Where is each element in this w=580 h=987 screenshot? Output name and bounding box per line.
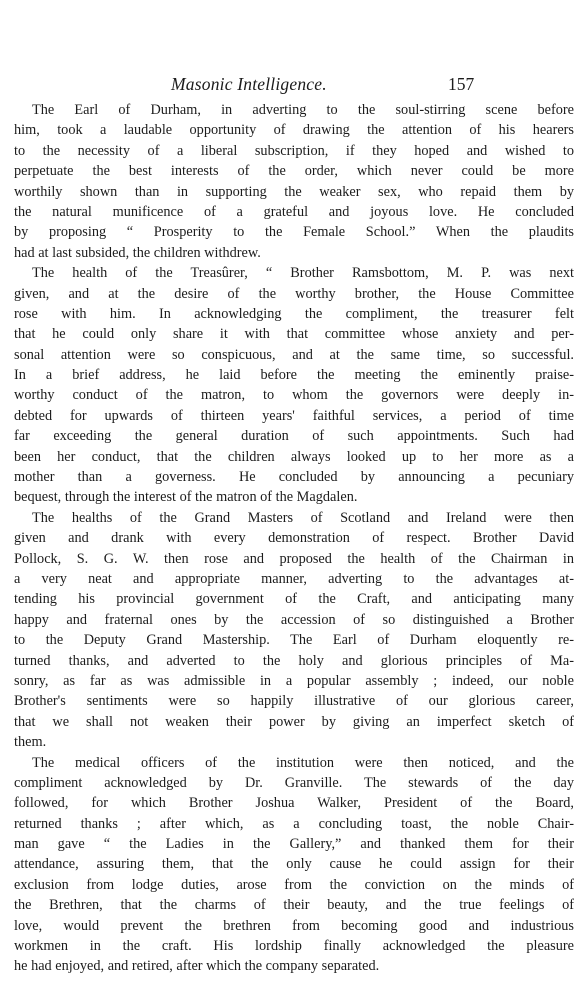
text-line: them. bbox=[14, 734, 47, 751]
body-text bbox=[14, 100, 574, 977]
text-line: compliment acknowledged by Dr. Granville. The stewards of the day bbox=[14, 774, 574, 791]
text-line: attendance, assuring them, that the only cause he could assign for their bbox=[14, 856, 574, 873]
text-line: man gave “ the Ladies in the Gallery,” and thanked them for their bbox=[14, 836, 574, 853]
text-line: had at last subsided, the children withdrew. bbox=[14, 244, 261, 261]
text-line: The Earl of Durham, in adverting to the soul-stirring scene before bbox=[32, 102, 574, 118]
text-line: sonry, as far as was admissible in a popular assembly ; indeed, our noble bbox=[14, 672, 574, 689]
text-line: In a brief address, he laid before the meeting the eminently praise- bbox=[14, 367, 574, 384]
text-line: given, and at the desire of the worthy brother, the House Committee bbox=[14, 285, 574, 302]
text-line: to the necessity of a liberal subscription, if they hoped and wished to bbox=[14, 142, 574, 159]
text-line: tending his provincial government of the Craft, and anticipating many bbox=[14, 591, 574, 608]
text-line: The medical officers of the institution were then noticed, and the bbox=[32, 754, 574, 771]
page-header bbox=[0, 74, 580, 98]
text-line: The healths of the Grand Masters of Scotland and Ireland were then bbox=[32, 509, 574, 526]
text-line: by proposing “ Prosperity to the Female School.” When the plaudits bbox=[14, 224, 574, 241]
text-line: Pollock, S. G. W. then rose and proposed the health of the Chairman in bbox=[14, 550, 574, 567]
text-line: to the Deputy Grand Mastership. The Earl of Durham eloquently re- bbox=[14, 632, 574, 649]
text-line: workmen in the craft. His lordship finally acknowledged the pleasure bbox=[14, 938, 574, 955]
text-line: followed, for which Brother Joshua Walker, President of the Board, bbox=[14, 795, 574, 812]
text-line: debted for upwards of thirteen years' faithful services, a period of time bbox=[14, 407, 574, 424]
text-line: bequest, through the interest of the matron of the Magdalen. bbox=[14, 489, 358, 506]
text-line: the Brethren, that the charms of their beauty, and the true feelings of bbox=[14, 897, 574, 914]
page-number: 157 bbox=[448, 74, 475, 94]
text-line: Brother's sentiments were so happily illustrative of our glorious career, bbox=[14, 693, 574, 710]
text-line: worthily shown than in supporting the weaker sex, who repaid them by bbox=[14, 183, 574, 200]
text-line: him, took a laudable opportunity of drawing the attention of his hearers bbox=[14, 122, 574, 139]
text-line: given and drank with every demonstration of respect. Brother David bbox=[14, 530, 574, 547]
text-line: the natural munificence of a grateful and joyous love. He concluded bbox=[14, 203, 574, 220]
text-line: that we shall not weaken their power by giving an imperfect sketch of bbox=[14, 713, 574, 730]
text-line: The health of the Treasûrer, “ Brother Ramsbottom, M. P. was next bbox=[32, 265, 574, 282]
text-line: love, would prevent the brethren from becoming good and industrious bbox=[14, 917, 574, 934]
running-title: Masonic Intelligence. bbox=[171, 74, 327, 94]
text-line: rose with him. In acknowledging the compliment, the treasurer felt bbox=[14, 305, 574, 322]
text-line: happy and fraternal ones by the accession of so distinguished a Brother bbox=[14, 611, 574, 628]
text-line: been her conduct, that the children always looked up to her more as a bbox=[14, 448, 574, 465]
text-line: sonal attention were so conspicuous, and at the same time, so successful. bbox=[14, 346, 574, 363]
text-line: returned thanks ; after which, as a concluding toast, the noble Chair- bbox=[14, 815, 574, 832]
text-line: mother than a governess. He concluded by announcing a pecuniary bbox=[14, 469, 574, 486]
text-line: that he could only share it with that committee whose anxiety and per- bbox=[14, 326, 574, 343]
text-line: exclusion from lodge duties, arose from the conviction on the minds of bbox=[14, 876, 574, 893]
text-line: far exceeding the general duration of such appointments. Such had bbox=[14, 428, 574, 445]
text-line: a very neat and appropriate manner, adverting to the advantages at- bbox=[14, 570, 574, 587]
text-line: turned thanks, and adverted to the holy and glorious principles of Ma- bbox=[14, 652, 574, 669]
text-line: worthy conduct of the matron, to whom the governors were deeply in- bbox=[14, 387, 574, 404]
text-line: perpetuate the best interests of the order, which never could be more bbox=[14, 163, 574, 180]
text-line: he had enjoyed, and retired, after which the company separated. bbox=[14, 958, 380, 975]
